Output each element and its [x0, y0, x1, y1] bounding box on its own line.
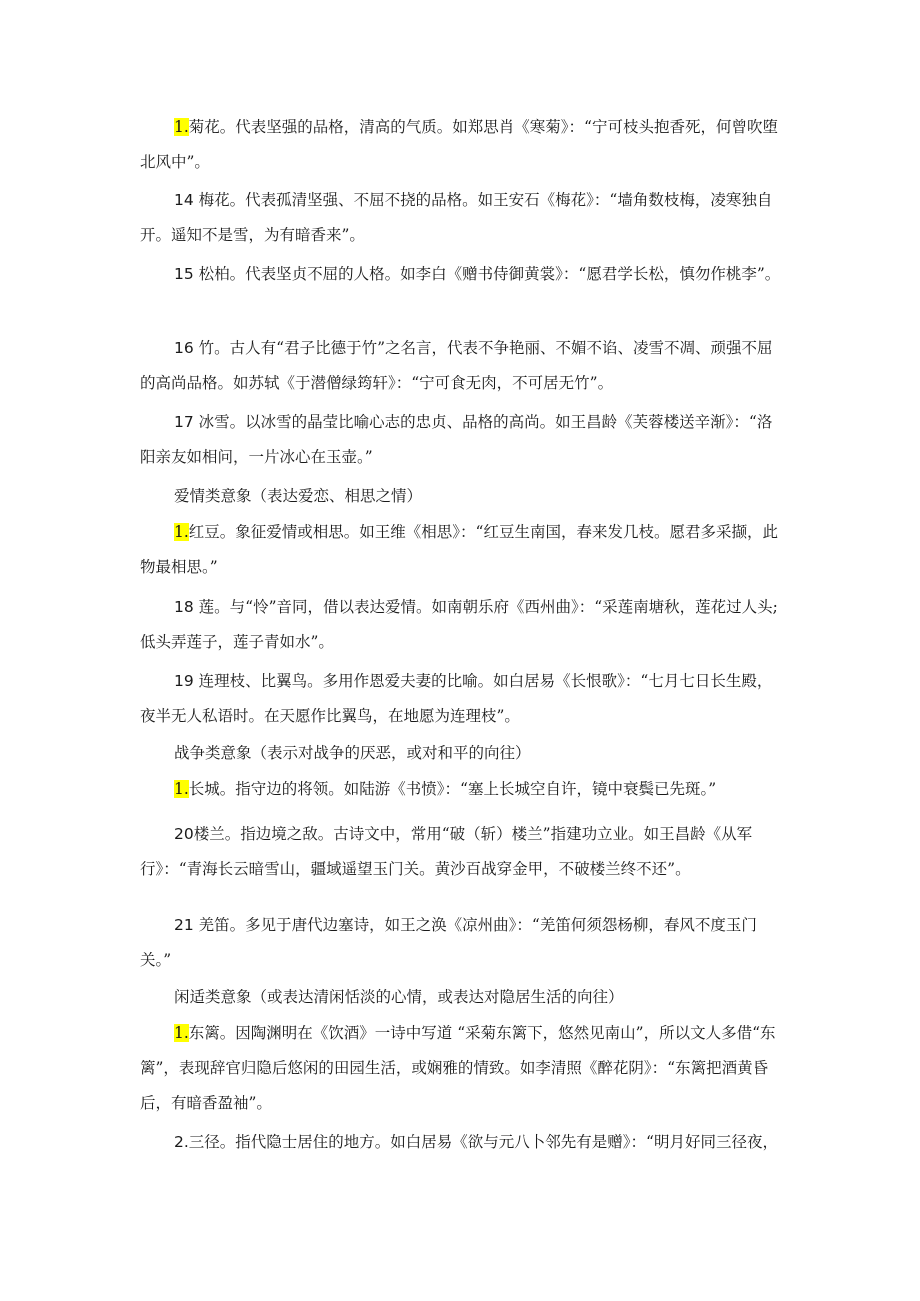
paragraph-loulan	[140, 817, 785, 887]
list-number: 1.	[174, 523, 189, 541]
paragraph-plum	[140, 183, 785, 253]
list-number: 14	[174, 191, 194, 209]
list-number: 2.	[174, 1133, 189, 1151]
paragraph-text: 冰雪。以冰雪的晶莹比喻心志的忠贞、品格的高尚。如王昌龄《芙蓉楼送辛渐》：“洛阳亲友如相问，一片冰心在玉壶。”	[140, 413, 773, 466]
paragraph-text: 莲。与“怜”音同，借以表达爱情。如南朝乐府《西州曲》：“采莲南塘秋，莲花过人头;低头弄莲子，莲子青如水”。	[140, 598, 778, 651]
list-number: 15	[174, 265, 194, 283]
list-number: 1.	[174, 118, 189, 136]
paragraph-text: 楼兰。指边境之敌。古诗文中，常用“破（斩）楼兰”指建功立业。如王昌龄《从军行》：“青海长云暗雪山，疆域遥望玉门关。黄沙百战穿金甲，不破楼兰终不还”。	[140, 825, 753, 878]
paragraph-text: 羌笛。多见于唐代边塞诗，如王之涣《凉州曲》：“羌笛何须怨杨柳，春风不度玉门关。”	[140, 916, 757, 969]
list-number: 16	[174, 339, 194, 357]
paragraph-text: 东篱。因陶渊明在《饮酒》一诗中写道 “采菊东篱下，悠然见南山”，所以文人多借“东篱”，表现辞官归隐后悠闲的田园生活，或娴雅的情致。如李清照《醉花阴》：“东篱把酒黄昏后，有暗香盈袖”。	[140, 1024, 776, 1112]
paragraph-qiangdi	[140, 908, 785, 978]
section-heading-leisure: 闲适类意象（或表达清闲恬淡的心情，或表达对隐居生活的向往）	[174, 988, 624, 1006]
paragraph-lianli	[140, 664, 785, 734]
paragraph-text: 竹。古人有“君子比德于竹”之名言，代表不争艳丽、不媚不谄、凌雪不凋、顽强不屈的高尚品格。如苏轼《于潜僧绿筠轩》：“宁可食无肉，不可居无竹”。	[140, 339, 773, 392]
paragraph-sanjing	[140, 1125, 785, 1160]
list-number: 1.	[174, 780, 189, 798]
list-number: 20	[174, 825, 194, 843]
paragraph-text: 松柏。代表坚贞不屈的人格。如李白《赠书侍御黄裳》：“愿君学长松，慎勿作桃李”。	[193, 265, 781, 283]
paragraph-text: 梅花。代表孤清坚强、不屈不挠的品格。如王安石《梅花》：“墙角数枝梅，凌寒独自开。遥知不是雪，为有暗香来”。	[140, 191, 773, 244]
paragraph-text: 连理枝、比翼鸟。多用作恩爱夫妻的比喻。如白居易《长恨歌》：“七月七日长生殿，夜半无人私语时。在天愿作比翼鸟，在地愿为连理枝”。	[140, 672, 773, 725]
section-heading-love: 爱情类意象（表达爱恋、相思之情）	[174, 487, 423, 505]
list-number: 19	[174, 672, 194, 690]
paragraph-lotus	[140, 590, 785, 660]
paragraph-chrysanthemum	[140, 110, 785, 180]
paragraph-pine	[140, 257, 785, 292]
paragraph-great-wall	[140, 772, 785, 807]
paragraph-dongli	[140, 1016, 785, 1121]
paragraph-ice-snow	[140, 405, 785, 475]
paragraph-text: 红豆。象征爱情或相思。如王维《相思》：“红豆生南国，春来发几枝。愿君多采撷，此物最相思。”	[140, 523, 778, 576]
paragraph-text: 菊花。代表坚强的品格，清高的气质。如郑思肖《寒菊》：“宁可枝头抱香死，何曾吹堕北风中”。	[140, 118, 778, 171]
list-number: 21	[174, 916, 194, 934]
paragraph-text: 三径。指代隐士居住的地方。如白居易《欲与元八卜邻先有是赠》：“明月好同三径夜，	[188, 1133, 778, 1151]
list-number: 1.	[174, 1024, 189, 1042]
paragraph-bamboo	[140, 331, 785, 401]
list-number: 17	[174, 413, 194, 431]
section-heading-war: 战争类意象（表示对战争的厌恶，或对和平的向往）	[174, 744, 531, 762]
paragraph-text: 长城。指守边的将领。如陆游《书愤》：“塞上长城空自许，镜中衰鬓已先斑。”	[188, 780, 717, 798]
list-number: 18	[174, 598, 194, 616]
paragraph-red-bean	[140, 515, 785, 585]
